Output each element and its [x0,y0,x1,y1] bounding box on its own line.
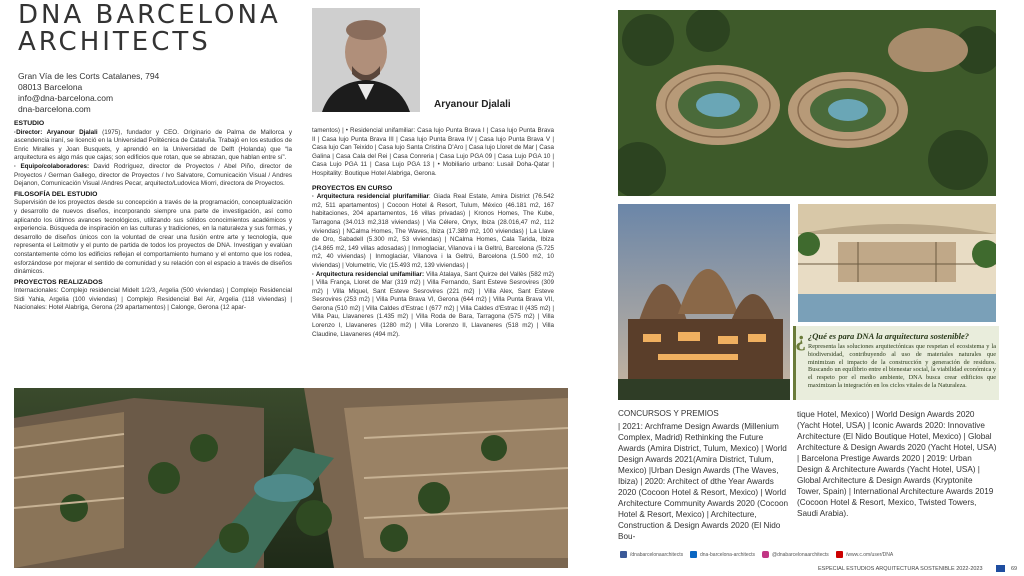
sustainability-box [793,326,999,400]
portrait-name: Aryanour Djalali [434,99,511,110]
youtube-handle: /www.c.om/user/DNA [846,551,894,558]
aerial-resort-photo [14,388,568,568]
contests-column-2: tique Hotel, Mexico) | World Design Awards 2020 (Yacht Hotel, USA) | Iconic Awards 2020: Innovative Architecture (El Nido Boutique Hotel, Mexico) | Global Architecture & Design Awards 2020 (Yacht Hotel, USA) | Barcelona Prestige Awards 2020 | 2019: Urban Design & Architecture Awards (Yacht Hotel, USA) | Global Architecture & Design Awards (Kryptonite Tower, Spain) | International Architecture Awards 2019 (Cocoon Hotel & Resort, Mexico, Twisted Towers, Saudi Arabia). [797,410,997,518]
studio-title-line2: ARCHITECTS [18,27,211,57]
youtube-icon [836,551,843,558]
linkedin-icon [690,551,697,558]
linkedin-handle: dna-barcelona-architects [700,551,756,558]
left-text-column [14,118,292,382]
sustainability-question: ¿Qué es para DNA la arquitectura sostenible? [808,331,970,341]
singlefamily-label: · Arquitectura residencial unifamiliar: [312,270,425,278]
singlefamily-paragraph [312,271,554,340]
team-text: David Rodríguez, director de Proyectos / Abel Piño, director de Proyectos / German Gallego, director de Proyectos / Ivo Salvatore, Comunicación Visual / Andres Dejanon, Comunicación Visual /Andres Pecar, arquitecto/Ludovica Miorri, directora de Proyectos. [14,162,292,188]
sustainability-text: Representa las soluciones arquitectónicas que respetan el ecosistema y la biodiversidad, contribuyendo al uso de materiales naturales que minimizan el impacto de la construcción y generación de residuos. Buscando un equilibrio entre el bienestar social, la viabilidad económica y el respeto por el medio ambiente, DNA busca crear edificios que maximizan la integración en los ciclos vitales de la Naturaleza. [808,343,996,389]
team-label: · Equipo/colaboradores: [14,162,90,170]
middle-text-column [312,127,554,377]
team-paragraph [14,163,292,189]
facebook-icon [620,551,627,558]
nest-buildings-photo [618,10,996,196]
question-mark-icon: ¿ [795,326,806,351]
social-linkedin[interactable] [690,551,755,558]
instagram-icon [762,551,769,558]
social-youtube[interactable] [836,551,893,558]
address-website: dna-barcelona.com [18,104,91,114]
singlefamily-text: Villa Atalaya, Sant Quirze del Vallès (582 m2) | Villa França, Lloret de Mar (319 m2) | Villa Fernando, Sant Esteve Sesrovires (309 m2) | Villa Miquel, Sant Esteve Sesrovires (221 m2) | Villa Alex, Sant Esteve Sesrovires (253 m2) | Villa Punta Brava VI, Gerona (644 m2) | Villa Punta Brava VII, Gerona (510 m2) | Villa Caldes d'Estrac I (677 m2) | Villa Caldes d'Estrac II (435 m2) | Villa Pau, Llavaneres (1.435 m2) | Villa Roda de Bara, Tarragona (575 m2) | Villa Lorenzo I, Llavaneres (1280 m2) | Villa Lorenzo II, Llavaneres (518 m2) | Villa Claudine, Llavaneres (494 m2). [312,270,554,338]
director-label: ·Director: Aryanour Djalali [14,128,98,136]
heading-estudio: ESTUDIO [14,120,45,127]
social-instagram[interactable] [762,551,829,558]
terrace-photo [798,204,996,322]
page-number: 69 [1011,566,1018,572]
instagram-handle: @dnabarcelonaarchitects [772,551,829,558]
continued-projects-text: tamentos) | • Residencial unifamiliar: Casa lujo Punta Brava I | Casa lujo Punta Brava II | Casa lujo Punta Brava III | Casa lujo Punta Brava IV | Casa lujo Punta Brava V | Casa lujo Can Teixido | Casa lujo Santa Cristina D'Aro | Casa lujo Lloret de Mar | Casa Galina | Casa Cala del Rei | Casa Conreria | Casa Lujo PGA 09 | Casa Lujo PGA 10 | Casa Lujo PGA 11 | Casa Lujo PGA 13 | • Mobiliario urbano: Lusail Doha-Qatar | Hospitality: Boutique Hotel Alabriga, Gerona. [312,127,554,177]
footer-text: ESPECIAL ESTUDIOS ARQUITECTURA SOSTENIBLE 2022-2023 [818,566,983,572]
philosophy-text: Supervisión de los proyectos desde su concepción a través de la programación, conceptualización y desarrollo de nuevos diseños, incorporando siempre una parte de investigación, así como aplicando los últimos avances tecnológicos, utilizando sus sólidos conocimientos académicos y experiencia. Búsqueda de inspiración en las culturas y tradiciones, en la naturaleza y sus formas, y desarrollo de diseños únicos con la voluntad de crear una fusión entre arte y tecnología, que representa el Leitmotiv y el punto de partida de todos los proyectos de DNA. Investigan y evalúan constantemente cómo los edificios reflejan el comportamiento humano y el entorno que los rodea, esforzándose por mejorar el sentido de comunidad y su relación con el espacio a través de diseños dinámicos. [14,199,292,276]
heading-filosofia: FILOSOFÍA DEL ESTUDIO [14,190,98,198]
multifamily-text: : Giada Real Estate, Amira District (76.542 m2, 511 apartamentos) | Cocoon Hotel & Resort, Tulum, México (46.181 m2, 167 habitaciones, 204 apartamentos, 16 villas privadas) | Kronos Homes, The Kube, Tarragona (34.013 m2,318 viviendas) | Via Célere, Onyx, Ibiza (28.016,47 m2, 112 viviendas) | NCalma Homes, The Waves, Ibiza (17.389 m2, 100 viviendas) | La Llave de Oro, Sabadell (5.300 m2, 53 viviendas) | NCalma Homes, Cala Tarida, Ibiza (14.865 m2, 149 villas adosadas) | Inmoglaciar, Vilanova i la Geltrú, Barcelona (5.725 m2, 40 viviendas) | Inmoglaciar, Vilanova i la Geltrú, Barcelona (1.500 m2, 10 viviendas) | Volumetric, Vic (15.493 m2, 139 viviendas) | [312,193,554,269]
completed-projects-text: Internacionales: Complejo residencial Midelt 1/2/3, Argelia (500 viviendas) | Complejo Residencial Sidi Yahia, Argelia (100 viviendas) | Complejo Residencial Bel Air, Argelia (118 viviendas) | Nacionales: Hotel Alabriga, Gerona (29 apartamentos) | Calonge, Gerona (12 apar- [14,287,292,312]
heading-en-curso: PROYECTOS EN CURSO [312,184,393,192]
studio-title-line1: DNA BARCELONA [18,0,281,30]
address-city: 08013 Barcelona [18,82,83,92]
multifamily-paragraph [312,193,554,270]
multifamily-label: · Arquitectura residencial plurifamiliar [312,193,429,201]
portrait-photo [312,8,420,112]
social-facebook[interactable] [620,551,683,558]
heading-realizados: PROYECTOS REALIZADOS [14,278,103,286]
contests-heading: CONCURSOS Y PREMIOS [618,409,719,418]
studio-title [18,2,281,56]
address-block [18,71,159,115]
facebook-handle: /dnabarcelonaarchitects [630,551,684,558]
address-street: Gran Vía de les Corts Catalanes, 794 [18,71,160,81]
contests-column-1: | 2021: Archframe Design Awards (Millenium Complex, Madrid) Rethinking the Future Awards (Amira District, Tulum, Mexico) | World Design Awards 2021(Amira District, Tulum, Mexico) |Urban Design Awards (The Waves, Ibiza) | 2020: Architect of dthe Year Awards 2020 (Cocoon Hotel & Resort, Mexico) | World Architecture Community Awards 2020 (Cocoon Hotel & Resort, Mexico) | Architecture, Construction & Design Awards 2020 (El Nido Bou- [618,422,789,541]
dome-towers-photo [618,204,790,400]
flag-icon [996,565,1005,572]
director-text: (1975), fundador y CEO. Originario de Palma de Mallorca y ascendencia iraní, se licenció en la Universidad Politécnica de Cataluña. Trabajó en los estudios de Enric Miralles y Joan Busquets, y aprendió en la Universidad de Delft (Holanda) que “la arquitectura es algo más que cajas; son edificios que rotan, que se abrazan, que hablan entre sí”. [14,128,292,162]
director-paragraph [14,129,292,163]
address-email: info@dna-barcelona.com [18,93,114,103]
